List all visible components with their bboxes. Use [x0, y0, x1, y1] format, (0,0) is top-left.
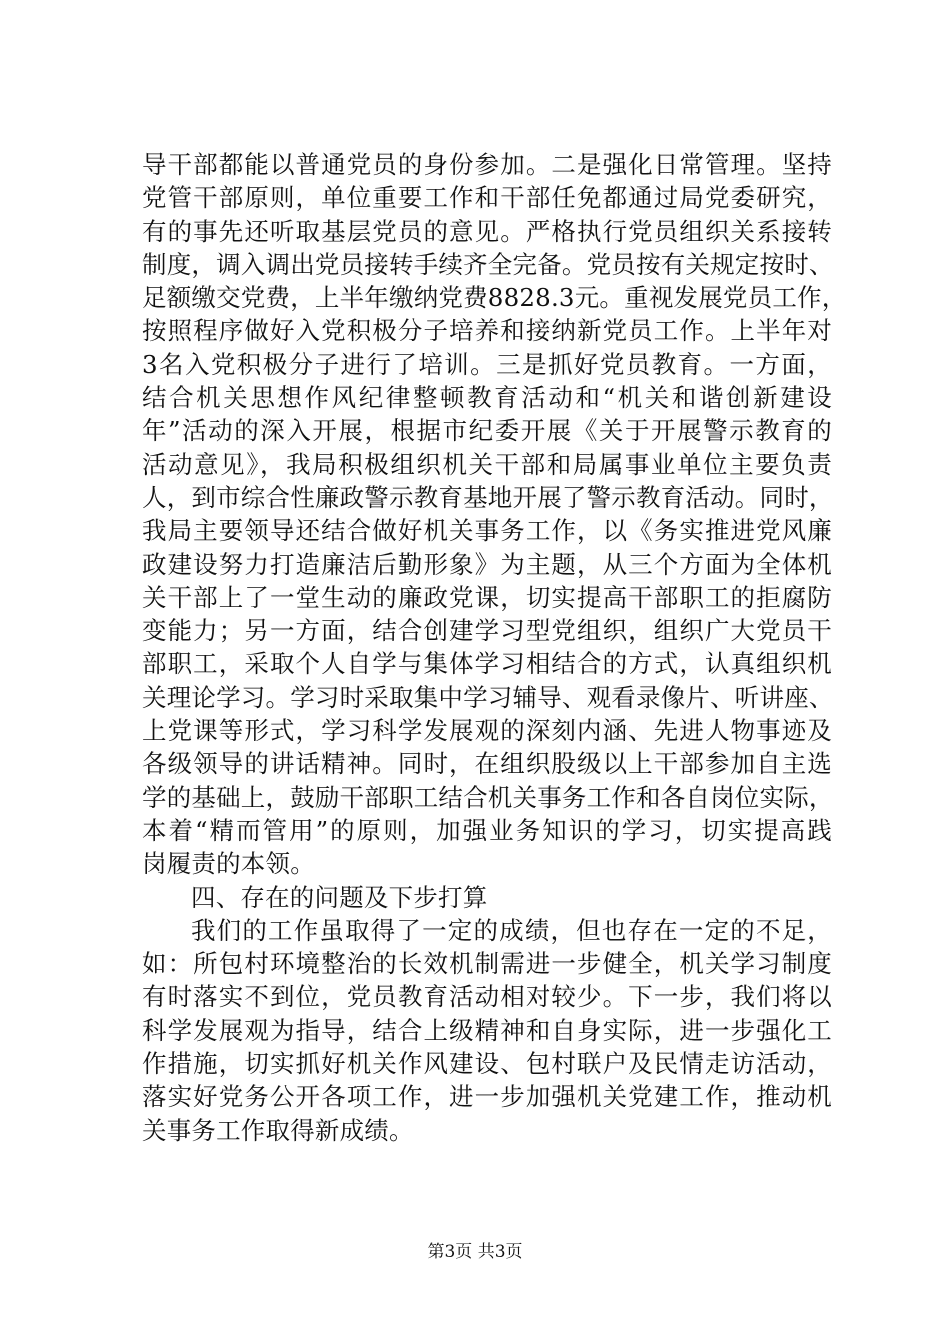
text-line: 人，到市综合性廉政警示教育基地开展了警示教育活动。同时， — [142, 482, 834, 512]
text-line: 关干部上了一堂生动的廉政党课，切实提高干部职工的拒腐防 — [142, 582, 832, 612]
text-line: 党管干部原则，单位重要工作和干部任免都通过局党委研究， — [142, 183, 832, 213]
text-line: 关理论学习。学习时采取集中学习辅导、观看录像片、听讲座、 — [142, 682, 834, 712]
text-line: 关事务工作取得新成绩。 — [142, 1115, 414, 1145]
text-line: 3名入党积极分子进行了培训。三是抓好党员教育。一方面， — [142, 349, 832, 379]
page-number: 第3页 共3页 — [427, 1242, 523, 1262]
text-line: 上党课等形式，学习科学发展观的深刻内涵、先进人物事迹及 — [142, 716, 832, 746]
page-footer — [0, 1242, 950, 1262]
text-line: 变能力；另一方面，结合创建学习型党组织，组织广大党员干 — [142, 616, 832, 646]
document-body — [142, 148, 847, 1147]
text-line: 我们的工作虽取得了一定的成绩，但也存在一定的不足， — [191, 915, 832, 945]
text-line: 按照程序做好入党积极分子培养和接纳新党员工作。上半年对 — [142, 316, 832, 346]
text-line: 岗履责的本领。 — [142, 849, 315, 879]
text-line: 如：所包村环境整治的长效机制需进一步健全，机关学习制度 — [142, 949, 832, 979]
text-line: 落实好党务公开各项工作，进一步加强机关党建工作，推动机 — [142, 1082, 832, 1112]
text-line: 本着“精而管用”的原则，加强业务知识的学习，切实提高践 — [142, 815, 832, 845]
text-line: 导干部都能以普通党员的身份参加。二是强化日常管理。坚持 — [142, 150, 832, 179]
text-line: 学的基础上，鼓励干部职工结合机关事务工作和各自岗位实际， — [142, 782, 834, 812]
text-line: 足额缴交党费，上半年缴纳党费8828.3元。重视发展党员工作， — [142, 283, 847, 313]
text-line: 有的事先还听取基层党员的意见。严格执行党员组织关系接转 — [142, 216, 832, 246]
text-line: 年”活动的深入开展，根据市纪委开展《关于开展警示教育的 — [142, 416, 832, 446]
text-line: 作措施，切实抓好机关作风建设、包村联户及民情走访活动， — [142, 1049, 832, 1079]
text-line: 我局主要领导还结合做好机关事务工作，以《务实推进党风廉 — [142, 516, 832, 546]
paragraph-problems-and-plans — [142, 914, 832, 1147]
text-line: 部职工，采取个人自学与集体学习相结合的方式，认真组织机 — [142, 649, 832, 679]
text-line: 结合机关思想作风纪律整顿教育活动和“机关和谐创新建设 — [142, 383, 832, 413]
text-line: 各级领导的讲话精神。同时，在组织股级以上干部参加自主选 — [142, 749, 832, 779]
text-line: 有时落实不到位，党员教育活动相对较少。下一步，我们将以 — [142, 982, 832, 1012]
text-line: 活动意见》，我局积极组织机关干部和局属事业单位主要负责 — [142, 449, 832, 479]
text-line: 政建设努力打造廉洁后勤形象》为主题，从三个方面为全体机 — [142, 549, 832, 579]
text-line: 科学发展观为指导，结合上级精神和自身实际，进一步强化工 — [142, 1015, 832, 1045]
paragraph-party-management — [142, 148, 847, 881]
section-heading: 四、存在的问题及下步打算 — [191, 882, 488, 912]
text-line: 制度，调入调出党员接转手续齐全完备。党员按有关规定按时、 — [142, 249, 834, 279]
